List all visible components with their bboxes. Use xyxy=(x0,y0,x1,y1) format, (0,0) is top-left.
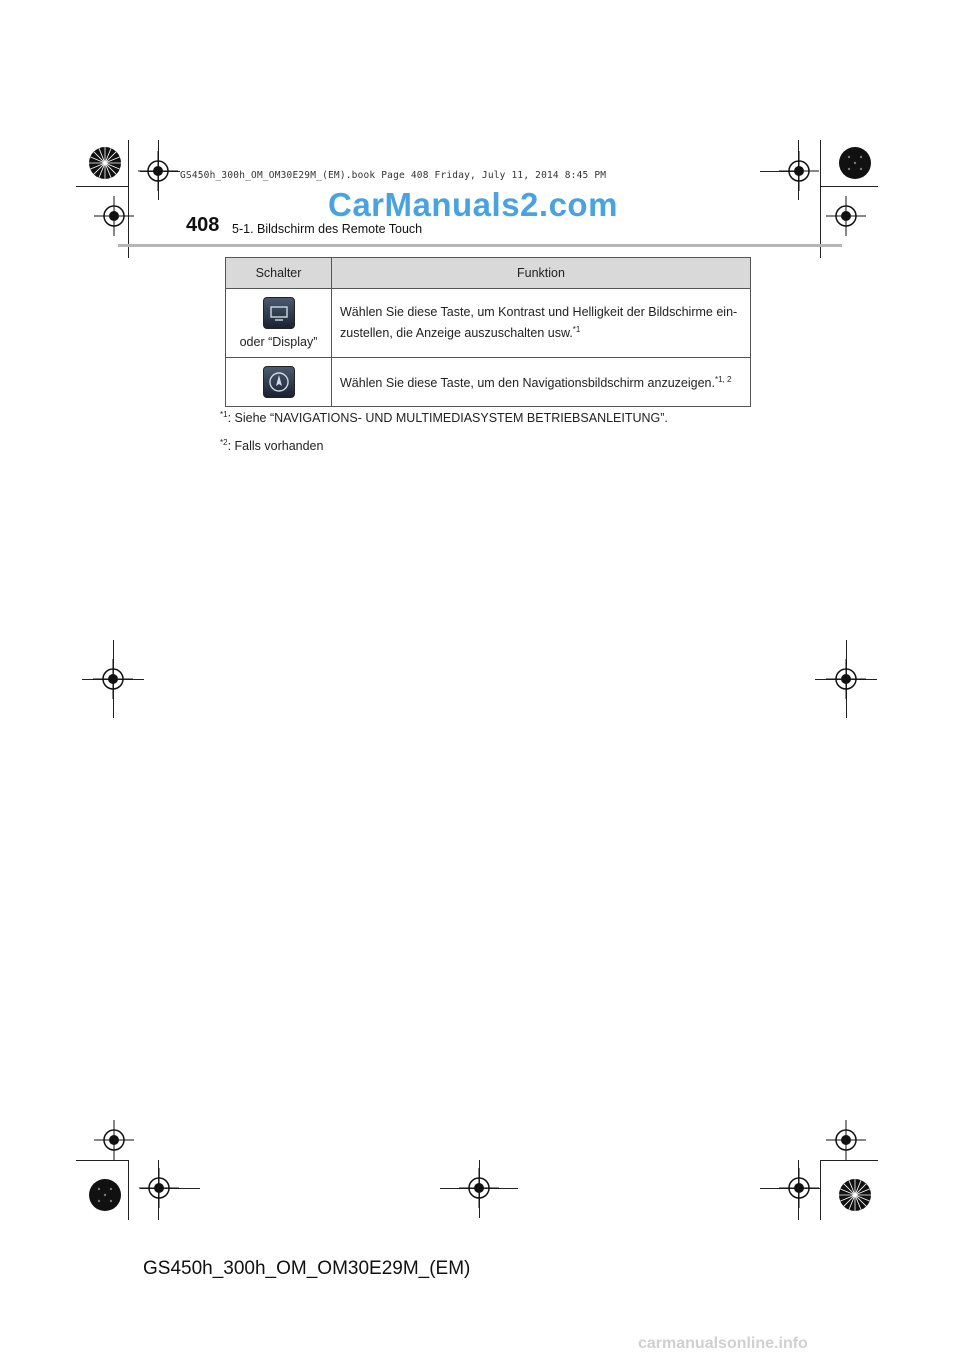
table-row xyxy=(226,289,751,358)
crop-line xyxy=(128,1160,129,1220)
registration-mark-icon xyxy=(459,1168,499,1208)
crop-line xyxy=(76,186,128,187)
registration-mark-icon xyxy=(93,659,133,699)
starburst-mark-icon xyxy=(838,1178,872,1212)
footnote-mark: *2 xyxy=(220,438,228,447)
page-number: 408 xyxy=(186,214,220,236)
function-text: Wählen Sie diese Taste, um Kontrast und Helligkeit der Bildschirme ein-zustellen, die Anzeige auszuschalten usw. xyxy=(340,304,738,341)
watermark-bottom[interactable]: carmanualsonline.info xyxy=(638,1335,808,1352)
footnote-text: : Falls vorhanden xyxy=(227,439,324,454)
dot-pattern-mark-icon xyxy=(88,1178,122,1212)
registration-mark-icon xyxy=(138,151,178,191)
switch-cell xyxy=(226,358,332,407)
registration-mark-icon xyxy=(826,659,866,699)
column-header-function: Funktion xyxy=(332,258,751,289)
section-title: 5-1. Bildschirm des Remote Touch xyxy=(232,222,423,236)
registration-mark-icon xyxy=(779,1168,819,1208)
crop-line xyxy=(820,186,878,187)
registration-mark-icon xyxy=(826,1120,866,1160)
book-info-line: GS450h_300h_OM_OM30E29M_(EM).book Page 408 Friday, July 11, 2014 8:45 PM xyxy=(180,170,607,181)
watermark-top[interactable]: CarManuals2.com xyxy=(328,186,618,223)
navigation-icon xyxy=(263,366,295,398)
header-divider xyxy=(118,244,842,247)
monitor-icon xyxy=(263,297,295,329)
registration-mark-icon xyxy=(94,1120,134,1160)
dot-pattern-mark-icon xyxy=(838,146,872,180)
switch-function-table xyxy=(225,257,751,407)
switch-cell xyxy=(226,289,332,358)
registration-mark-icon xyxy=(139,1168,179,1208)
crop-line xyxy=(820,1160,878,1161)
function-text: Wählen Sie diese Taste, um den Navigationsbildschirm anzuzeigen. xyxy=(340,376,715,391)
footnote xyxy=(220,438,323,453)
function-cell xyxy=(332,358,751,407)
function-cell xyxy=(332,289,751,358)
registration-mark-icon xyxy=(826,196,866,236)
table-row xyxy=(226,358,751,407)
footnote-mark: *1 xyxy=(220,410,228,419)
crop-line xyxy=(820,140,821,258)
column-header-switch: Schalter xyxy=(226,258,332,289)
registration-mark-icon xyxy=(779,151,819,191)
registration-mark-icon xyxy=(94,196,134,236)
footnote xyxy=(220,410,668,425)
footnote-ref: *1 xyxy=(572,324,581,334)
crop-line xyxy=(76,1160,128,1161)
crop-line xyxy=(820,1160,821,1220)
footnote-text: : Siehe “NAVIGATIONS- UND MULTIMEDIASYSTEM BETRIEBSANLEITUNG”. xyxy=(227,411,668,426)
switch-label: oder “Display” xyxy=(239,335,318,349)
document-code: GS450h_300h_OM_OM30E29M_(EM) xyxy=(143,1258,471,1279)
footnote-ref: *1, 2 xyxy=(714,375,732,385)
starburst-mark-icon xyxy=(88,146,122,180)
